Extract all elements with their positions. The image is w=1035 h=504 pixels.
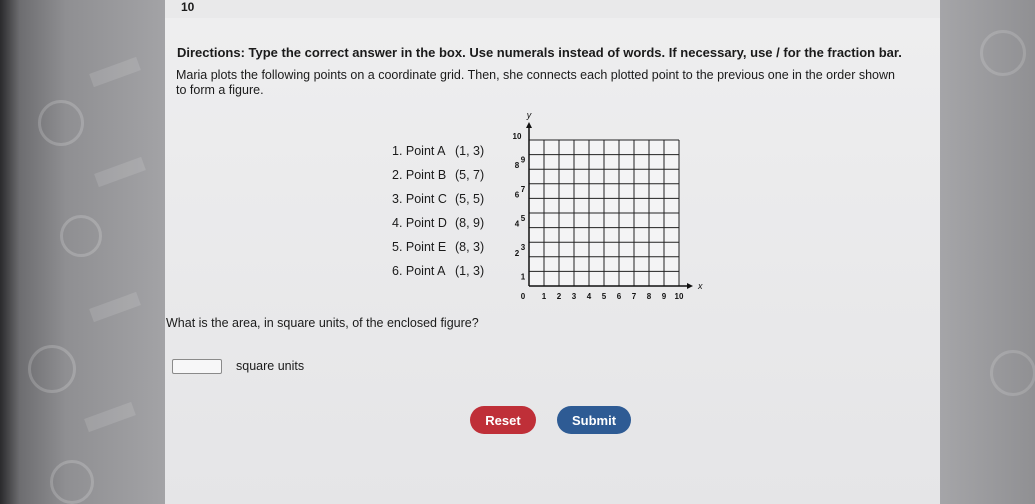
background-left	[0, 0, 165, 504]
top-strip	[165, 0, 940, 19]
submit-button[interactable]: Submit	[557, 406, 631, 434]
point-label: 1. Point A	[392, 144, 446, 158]
point-label: 6. Point A	[392, 264, 446, 278]
point-label: 4. Point D	[392, 216, 447, 230]
point-coordinate: (5, 5)	[455, 192, 485, 206]
answer-input[interactable]	[172, 359, 222, 374]
point-coordinate: (1, 3)	[455, 144, 485, 158]
y-axis-label: y	[526, 110, 532, 120]
background-right	[940, 0, 1035, 504]
coordinate-grid-svg	[505, 110, 715, 310]
point-label: 5. Point E	[392, 240, 447, 254]
point-row	[392, 239, 484, 263]
x-tick-label: 2	[556, 292, 562, 301]
points-list	[392, 143, 484, 287]
y-tick-label: 8	[514, 161, 520, 171]
x-axis-label: x	[698, 281, 703, 291]
question-text: What is the area, in square units, of the enclosed figure?	[166, 316, 479, 330]
decorative-circle	[980, 30, 1026, 76]
decorative-tab	[89, 292, 141, 322]
x-tick-label: 9	[661, 292, 667, 301]
point-row	[392, 215, 484, 239]
point-label: 3. Point C	[392, 192, 447, 206]
intro-text: Maria plots the following points on a coordinate grid. Then, she connects each plotted point to the previous one in the order shown to form a figure.	[176, 68, 895, 97]
point-row	[392, 143, 484, 167]
y-tick-label: 3	[520, 243, 526, 253]
y-axis-arrow	[526, 122, 532, 128]
reset-button[interactable]: Reset	[470, 406, 536, 434]
point-label: 2. Point B	[392, 168, 447, 182]
y-tick-label: 4	[514, 219, 520, 229]
decorative-circle	[50, 460, 94, 504]
coordinate-grid	[505, 110, 715, 315]
decorative-circle	[60, 215, 102, 257]
y-tick-label: 2	[514, 248, 520, 258]
point-row	[392, 263, 484, 287]
x-tick-label: 6	[616, 292, 622, 301]
x-tick-label: 3	[571, 292, 577, 301]
point-coordinate: (8, 3)	[455, 240, 485, 254]
point-coordinate: (5, 7)	[455, 168, 485, 182]
decorative-tab	[84, 402, 136, 432]
y-tick-label: 6	[514, 190, 520, 200]
x-tick-label: 1	[541, 292, 547, 301]
y-tick-label: 7	[520, 184, 526, 194]
x-tick-label: 0	[520, 292, 526, 301]
point-coordinate: (1, 3)	[455, 264, 485, 278]
y-tick-label: 10	[512, 132, 522, 141]
unit-label: square units	[236, 359, 305, 373]
point-coordinate: (8, 9)	[455, 216, 485, 230]
directions-text: Directions: Type the correct answer in the box. Use numerals instead of words. If necessary, use / for the fraction bar.	[177, 45, 902, 60]
decorative-circle	[990, 350, 1035, 396]
x-tick-label: 4	[586, 292, 592, 301]
decorative-circle	[38, 100, 84, 146]
point-row	[392, 191, 484, 215]
decorative-tab	[94, 157, 146, 187]
y-tick-label: 5	[520, 214, 526, 223]
x-tick-label: 7	[631, 292, 637, 301]
decorative-circle	[28, 345, 76, 393]
point-row	[392, 167, 484, 191]
x-tick-label: 5	[601, 292, 607, 301]
question-number: 10	[181, 0, 195, 14]
y-tick-label: 1	[520, 272, 526, 282]
x-tick-label: 10	[674, 292, 684, 301]
x-tick-label: 8	[646, 292, 652, 301]
decorative-tab	[89, 57, 141, 87]
y-tick-label: 9	[520, 155, 526, 165]
x-axis-arrow	[687, 283, 693, 289]
